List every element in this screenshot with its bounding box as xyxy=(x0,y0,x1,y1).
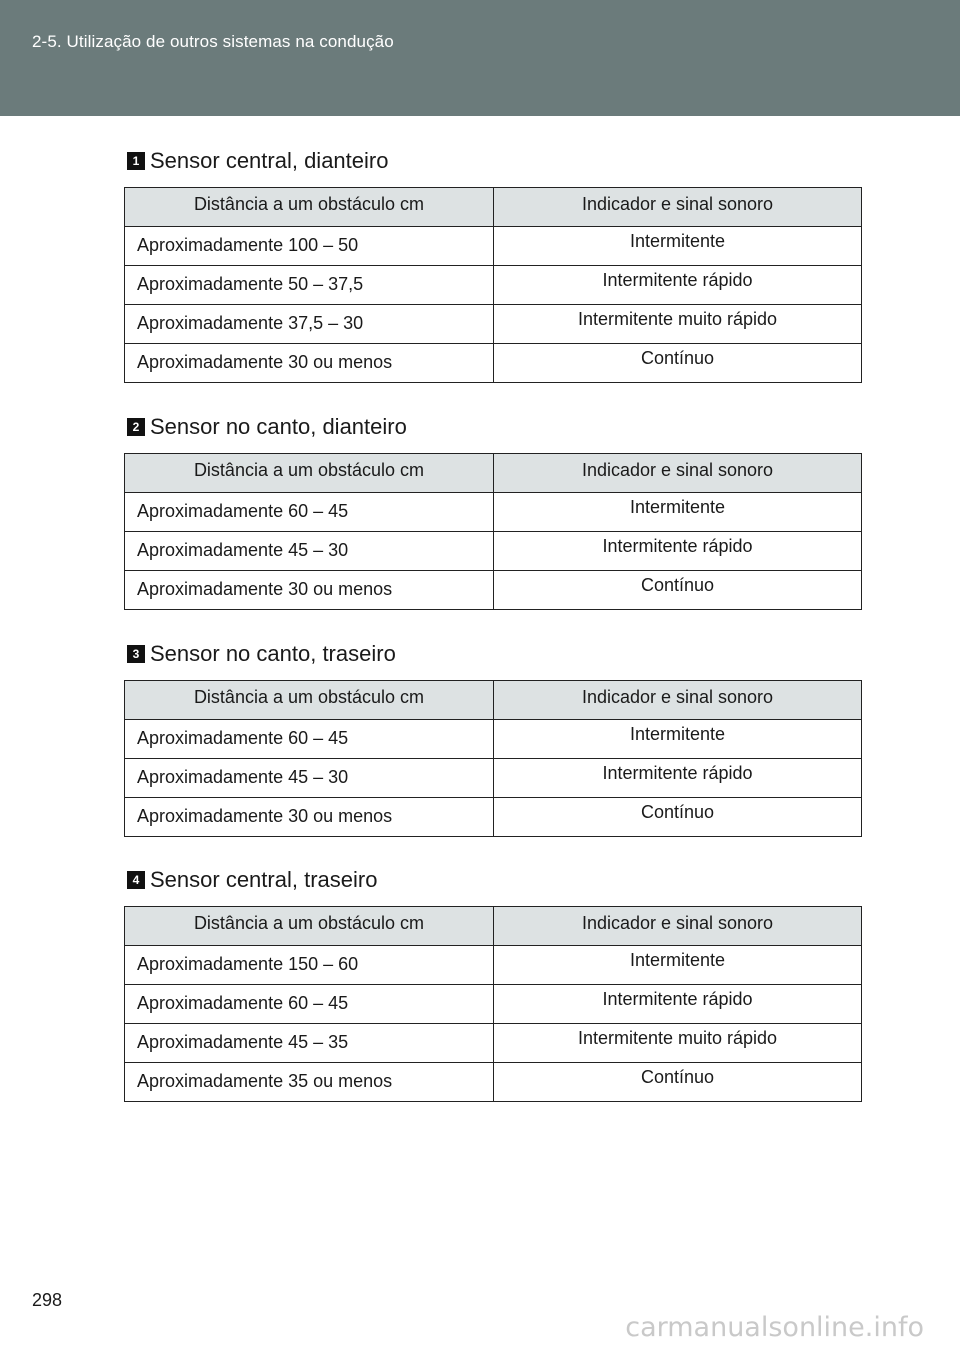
distance-table xyxy=(124,680,862,837)
indicator-cell: Contínuo xyxy=(494,798,862,837)
column-header-distance: Distância a um obstáculo cm xyxy=(125,681,494,720)
indicator-cell: Contínuo xyxy=(494,1063,862,1102)
indicator-cell: Contínuo xyxy=(494,344,862,383)
column-header-distance: Distância a um obstáculo cm xyxy=(125,188,494,227)
indicator-cell: Intermitente xyxy=(494,493,862,532)
table-row xyxy=(125,1024,862,1063)
table-row xyxy=(125,1063,862,1102)
table-row xyxy=(125,344,862,383)
section-number-badge: 3 xyxy=(127,645,145,663)
indicator-cell: Intermitente xyxy=(494,720,862,759)
column-header-indicator: Indicador e sinal sonoro xyxy=(494,907,862,946)
indicator-cell: Intermitente muito rápido xyxy=(494,305,862,344)
table-row xyxy=(125,798,862,837)
section-3 xyxy=(124,639,862,826)
distance-cell: Aproximadamente 45 – 30 xyxy=(125,532,494,571)
column-header-distance: Distância a um obstáculo cm xyxy=(125,454,494,493)
column-header-indicator: Indicador e sinal sonoro xyxy=(494,188,862,227)
distance-cell: Aproximadamente 30 ou menos xyxy=(125,798,494,837)
table-header-row xyxy=(125,188,862,227)
distance-cell: Aproximadamente 60 – 45 xyxy=(125,985,494,1024)
section-1 xyxy=(124,146,862,372)
section-number-badge: 2 xyxy=(127,418,145,436)
distance-cell: Aproximadamente 150 – 60 xyxy=(125,946,494,985)
table-row xyxy=(125,227,862,266)
indicator-cell: Intermitente xyxy=(494,227,862,266)
section-title: Sensor no canto, traseiro xyxy=(150,641,396,666)
header-band xyxy=(0,0,960,116)
section-number-badge: 1 xyxy=(127,152,145,170)
table-header-row xyxy=(125,454,862,493)
table-header-row xyxy=(125,681,862,720)
section-title: Sensor central, traseiro xyxy=(150,867,378,892)
column-header-indicator: Indicador e sinal sonoro xyxy=(494,681,862,720)
table-row xyxy=(125,759,862,798)
distance-cell: Aproximadamente 50 – 37,5 xyxy=(125,266,494,305)
distance-table xyxy=(124,906,862,1102)
distance-cell: Aproximadamente 37,5 – 30 xyxy=(125,305,494,344)
section-heading xyxy=(124,639,862,669)
section-heading xyxy=(124,146,862,176)
section-heading xyxy=(124,412,862,442)
table-row xyxy=(125,985,862,1024)
section-title: Sensor no canto, dianteiro xyxy=(150,414,407,439)
table-row xyxy=(125,305,862,344)
table-row xyxy=(125,946,862,985)
table-row xyxy=(125,720,862,759)
table-header-row xyxy=(125,907,862,946)
watermark: carmanualsonline.info xyxy=(625,1312,924,1343)
distance-cell: Aproximadamente 35 ou menos xyxy=(125,1063,494,1102)
indicator-cell: Intermitente rápido xyxy=(494,985,862,1024)
distance-cell: Aproximadamente 100 – 50 xyxy=(125,227,494,266)
indicator-cell: Intermitente rápido xyxy=(494,759,862,798)
page-number: 298 xyxy=(32,1290,63,1310)
header-title: 2-5. Utilização de outros sistemas na condução xyxy=(32,32,394,51)
indicator-cell: Intermitente muito rápido xyxy=(494,1024,862,1063)
table-row xyxy=(125,266,862,305)
distance-table xyxy=(124,187,862,383)
distance-cell: Aproximadamente 30 ou menos xyxy=(125,571,494,610)
section-number-badge: 4 xyxy=(127,871,145,889)
section-4 xyxy=(124,865,862,1091)
column-header-distance: Distância a um obstáculo cm xyxy=(125,907,494,946)
indicator-cell: Intermitente rápido xyxy=(494,532,862,571)
distance-cell: Aproximadamente 30 ou menos xyxy=(125,344,494,383)
distance-table xyxy=(124,453,862,610)
column-header-indicator: Indicador e sinal sonoro xyxy=(494,454,862,493)
table-row xyxy=(125,532,862,571)
section-heading xyxy=(124,865,862,895)
distance-cell: Aproximadamente 45 – 35 xyxy=(125,1024,494,1063)
section-title: Sensor central, dianteiro xyxy=(150,148,389,173)
indicator-cell: Contínuo xyxy=(494,571,862,610)
distance-cell: Aproximadamente 45 – 30 xyxy=(125,759,494,798)
section-2 xyxy=(124,412,862,599)
indicator-cell: Intermitente rápido xyxy=(494,266,862,305)
distance-cell: Aproximadamente 60 – 45 xyxy=(125,493,494,532)
table-row xyxy=(125,571,862,610)
indicator-cell: Intermitente xyxy=(494,946,862,985)
table-row xyxy=(125,493,862,532)
distance-cell: Aproximadamente 60 – 45 xyxy=(125,720,494,759)
